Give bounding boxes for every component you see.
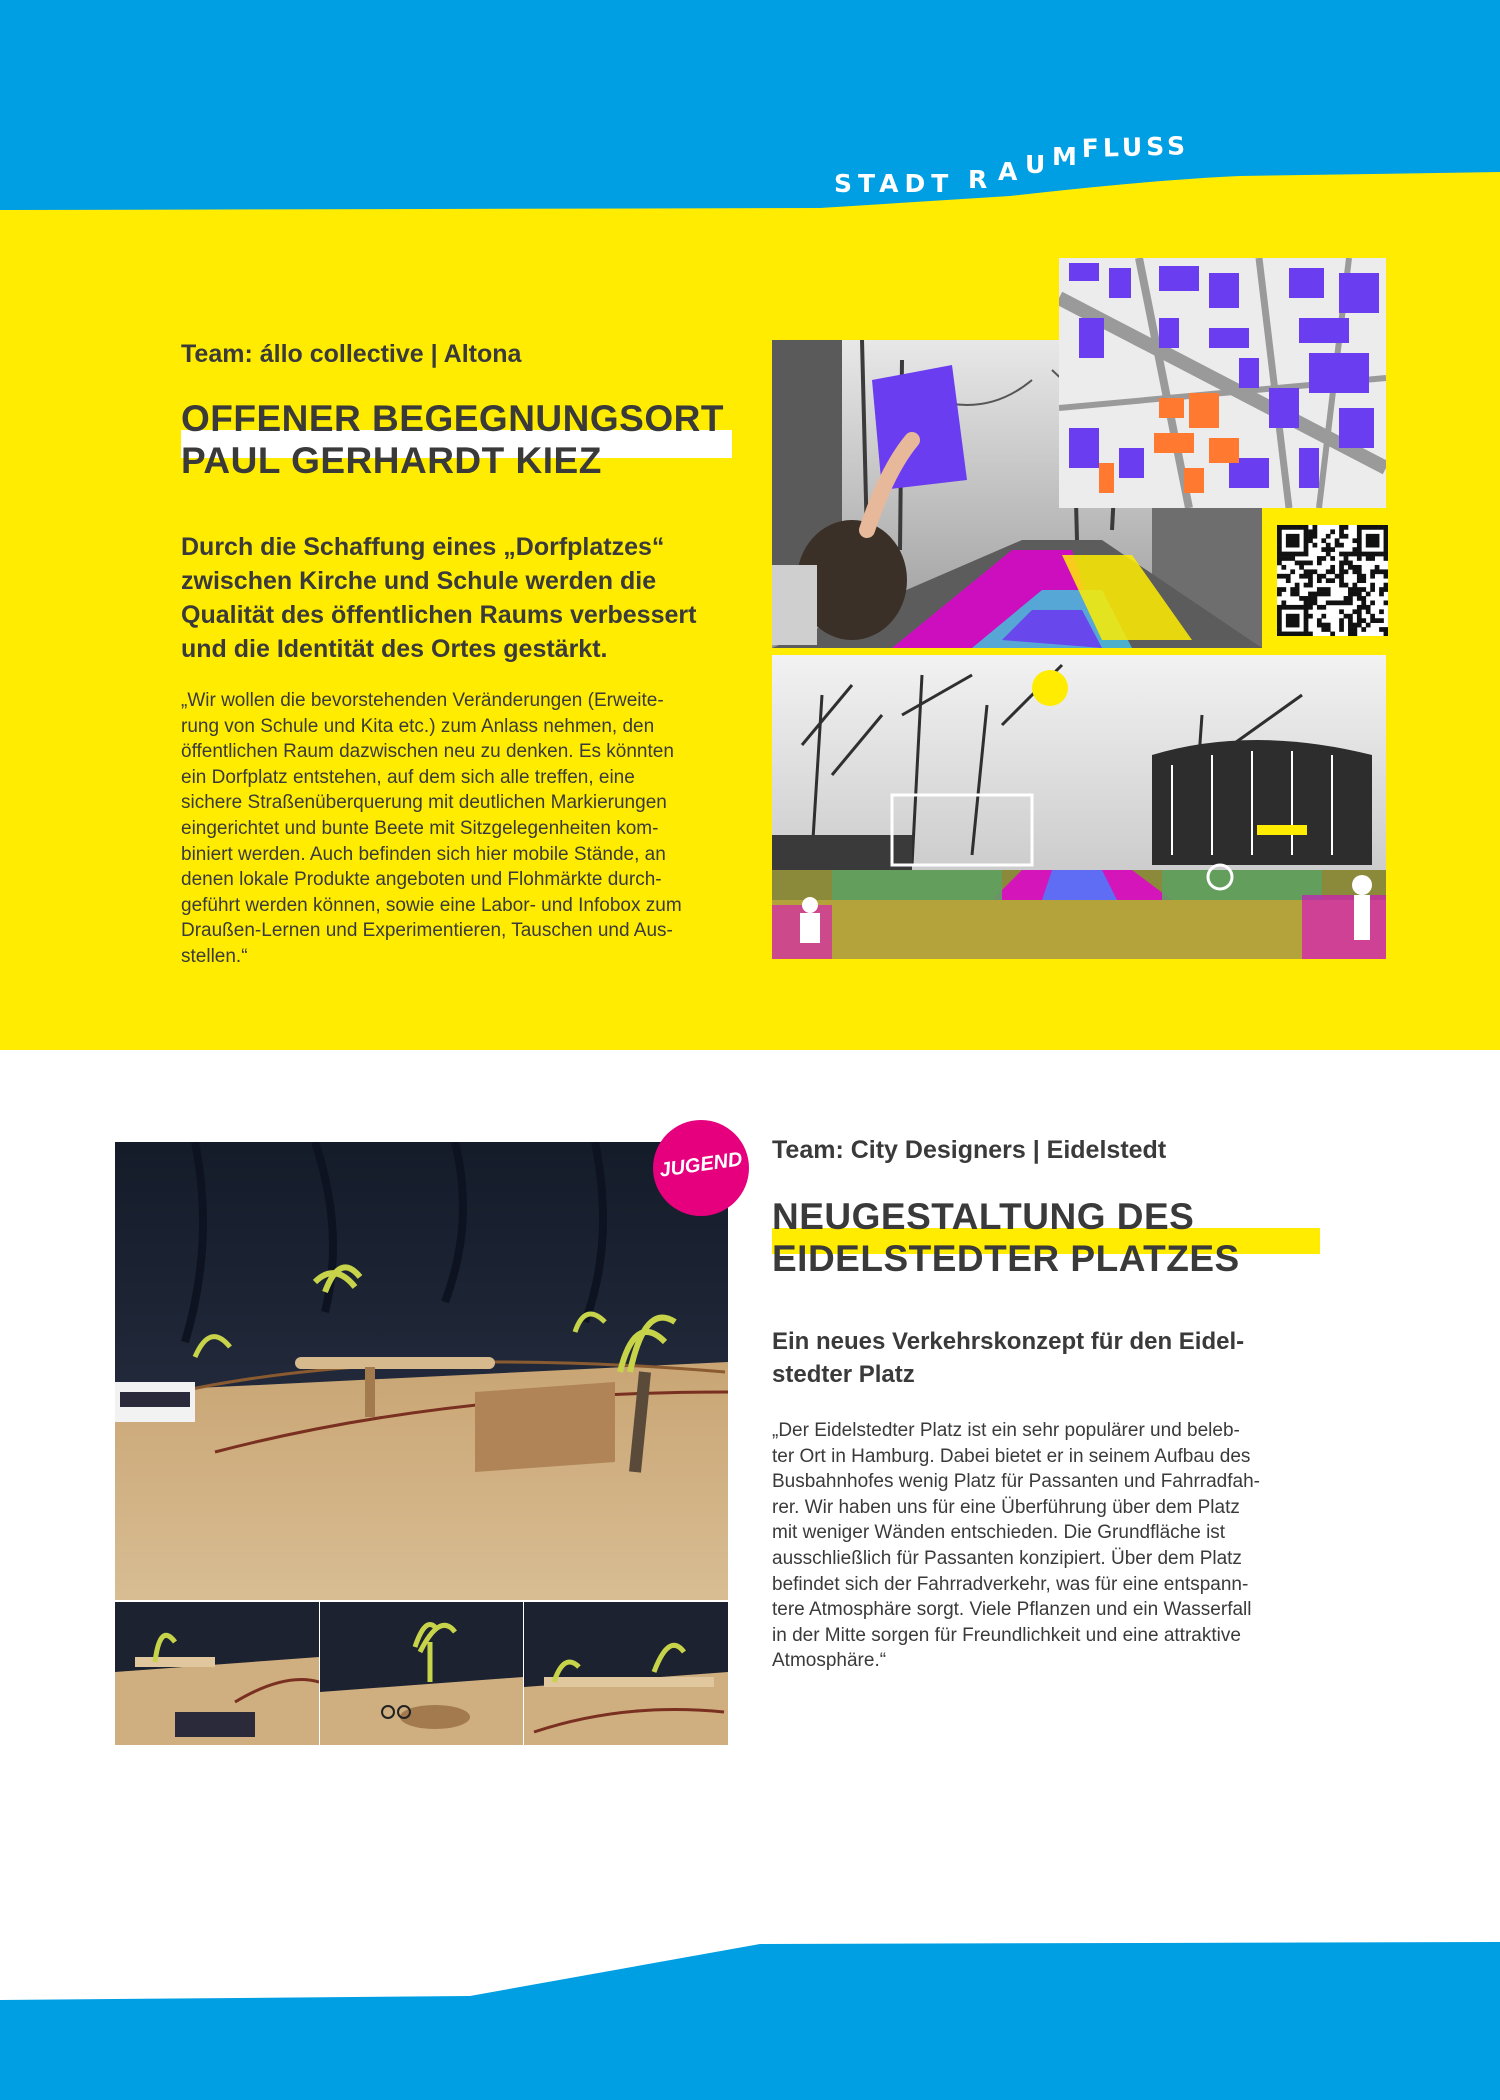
- qr-code-icon: [1277, 525, 1388, 636]
- project2-body-line: ausschließlich für Passanten konzipiert. Über dem Platz: [772, 1547, 1242, 1569]
- jugend-badge: [653, 1120, 749, 1216]
- project1-body-line: geführt werden können, sowie eine Labor- und Infobox zum: [181, 894, 682, 916]
- model-detail-photo-icon: [524, 1602, 728, 1745]
- project1-body-line: Draußen-Lernen und Experimentieren, Tauschen und Aus-: [181, 920, 673, 942]
- project1-lead-line: Durch die Schaffung eines „Dorfplatzes“: [181, 533, 665, 561]
- project1-body-line: sichere Straßenüberquerung mit deutlichen Markierungen: [181, 792, 667, 814]
- project1-title-line2: PAUL GERHARDT KIEZ: [181, 440, 602, 481]
- project2-title-line2: EIDELSTEDTER PLATZES: [772, 1238, 1240, 1279]
- project1-lead-line: und die Identität des Ortes gestärkt.: [181, 635, 608, 663]
- project1-lead: [181, 530, 761, 666]
- jugend-badge-label: JUGEND: [658, 1148, 744, 1182]
- site-map-icon: [1059, 258, 1386, 508]
- project2-lead: [772, 1325, 1332, 1391]
- project1-team: Team: állo collective | Altona: [181, 340, 522, 368]
- project1-title-line1: OFFENER BEGEGNUNGSORT: [181, 398, 724, 439]
- square-sketch-collage-icon: [772, 655, 1386, 959]
- project2-body-line: mit weniger Wänden entschieden. Die Grundfläche ist: [772, 1522, 1226, 1544]
- project1-lead-line: Qualität des öffentlichen Raums verbessert: [181, 601, 697, 629]
- project1-body-line: denen lokale Produkte angeboten und Flohmärkte durch-: [181, 869, 662, 891]
- model-detail-photo-icon: [320, 1602, 523, 1745]
- project2-body-line: Atmosphäre.“: [772, 1650, 887, 1672]
- project2-body-line: Busbahnhofes wenig Platz für Passanten und Fahrradfah-: [772, 1471, 1260, 1493]
- model-detail-photo-icon: [115, 1602, 319, 1745]
- cardboard-model-photo-icon: [115, 1142, 728, 1600]
- project1-body-line: rung von Schule und Kita etc.) zum Anlass nehmen, den: [181, 715, 655, 737]
- project1-body-line: stellen.“: [181, 945, 248, 967]
- project1-body-line: ein Dorfplatz entstehen, auf dem sich alle treffen, eine: [181, 766, 635, 788]
- brand-word-fluss: FLUSS: [1081, 131, 1190, 163]
- brand-word-stadt: STADT: [834, 169, 955, 198]
- project2-body-line: ter Ort in Hamburg. Dabei bietet er in seinem Aufbau des: [772, 1445, 1251, 1467]
- project1-title: [181, 398, 781, 482]
- project2-lead-line: stedter Platz: [772, 1361, 915, 1388]
- project2-body-line: in der Mitte sorgen für Freundlichkeit und eine attraktive: [772, 1624, 1241, 1646]
- brand-letter: A: [998, 157, 1018, 186]
- project2-title-line1: NEUGESTALTUNG DES: [772, 1196, 1195, 1237]
- header-band: [0, 0, 1500, 220]
- project1-lead-line: zwischen Kirche und Schule werden die: [181, 567, 657, 595]
- footer-band: [0, 1930, 1500, 2100]
- project2-body-line: tere Atmosphäre sorgt. Viele Pflanzen und ein Wasserfall: [772, 1599, 1252, 1621]
- project2-body-line: befindet sich der Fahrradverkehr, was für eine entspann-: [772, 1573, 1249, 1595]
- project1-body-line: biniert werden. Auch befinden sich hier mobile Stände, an: [181, 843, 666, 865]
- project2-lead-line: Ein neues Verkehrskonzept für den Eidel-: [772, 1328, 1245, 1355]
- project1-body: [181, 688, 761, 970]
- project1-body-line: eingerichtet und bunte Beete mit Sitzgelegenheiten kom-: [181, 817, 659, 839]
- project1-body-line: öffentlichen Raum dazwischen neu zu denken. Es könnten: [181, 741, 674, 763]
- project2-team: Team: City Designers | Eidelstedt: [772, 1136, 1167, 1164]
- project2-body: [772, 1418, 1352, 1674]
- project1-body-line: „Wir wollen die bevorstehenden Veränderungen (Erweite-: [181, 690, 664, 711]
- brand-logo: [820, 120, 1240, 210]
- project2-body-line: rer. Wir haben uns für eine Überführung über dem Platz: [772, 1496, 1240, 1518]
- brand-letter: M: [1052, 142, 1077, 171]
- brand-letter: R: [968, 165, 988, 194]
- project2-title: [772, 1196, 1372, 1280]
- project2-body-line: „Der Eidelstedter Platz ist ein sehr populärer und beleb-: [772, 1420, 1240, 1441]
- brand-letter: U: [1025, 150, 1046, 179]
